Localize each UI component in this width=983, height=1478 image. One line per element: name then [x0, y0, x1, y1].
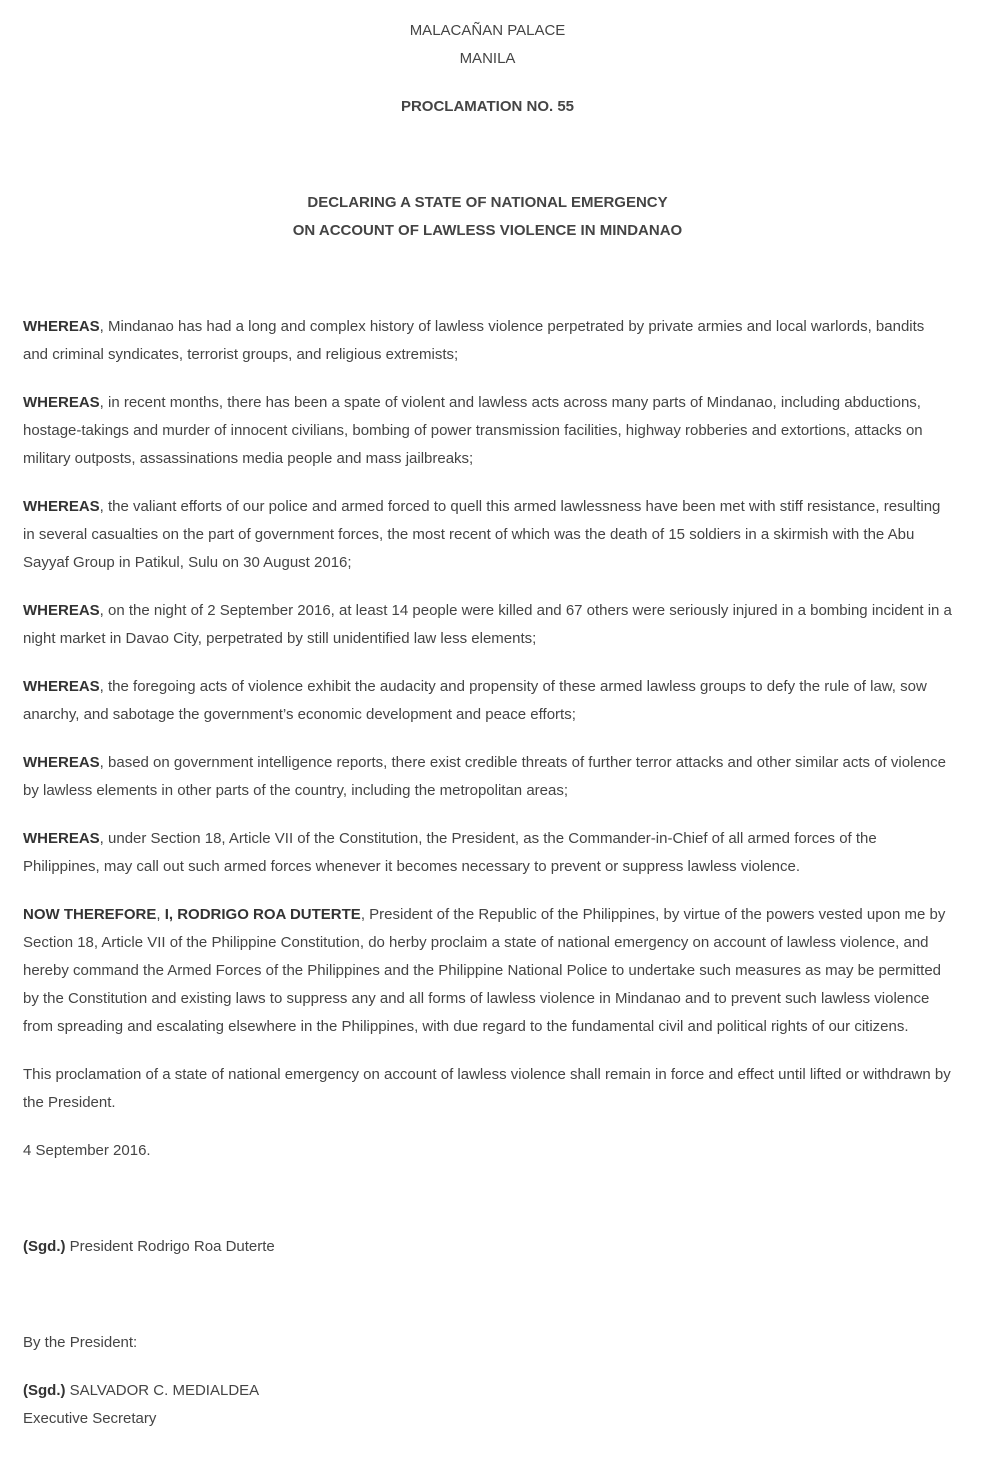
secretary-signature-block — [23, 1329, 952, 1433]
now-therefore-clause — [23, 901, 952, 1041]
signed-marker: (Sgd.) — [23, 1238, 66, 1255]
signed-marker: (Sgd.) — [23, 1382, 66, 1399]
document-title — [23, 189, 952, 245]
document-header — [23, 0, 952, 121]
now-therefore-text: , President of the Republic of the Philippines, by virtue of the powers vested upon me by Section 18, Article VII of the Philippine Constitution, do herby proclaim a state of national emergency on account of lawless violence, and hereby command the Armed Forces of the Philippines and the Philippine National Police to undertake such measures as may be permitted by the Constitution and existing laws to suppress any and all forms of lawless violence in Mindanao and to prevent such lawless violence from spreading and escalating elsewhere in the Philippines, with due regard to the fundamental civil and political rights of our citizens. — [23, 906, 946, 1035]
title-line-2: ON ACCOUNT OF LAWLESS VIOLENCE IN MINDANAO — [292, 222, 683, 239]
secretary-title: Executive Secretary — [23, 1410, 157, 1427]
president-name: President Rodrigo Roa Duterte — [65, 1238, 275, 1255]
whereas-clause-3 — [23, 493, 952, 577]
whereas-text: , the foregoing acts of violence exhibit the audacity and propensity of these armed lawless groups to defy the rule of law, sow anarchy, and sabotage the government’s economic development and peace efforts; — [23, 678, 927, 723]
whereas-text: , in recent months, there has been a spate of violent and lawless acts across many parts of Mindanao, including abductions, hostage-takings and murder of innocent civilians, bombing of power transmission facilities, highway robberies and extortions, attacks on military outposts, assassinations media people and mass jailbreaks; — [23, 394, 923, 467]
whereas-text: , the valiant efforts of our police and armed forced to quell this armed lawlessness have been met with stiff resistance, resulting in several casualties on the part of government forces, the most recent of which was the death of 15 soldiers in a skirmish with the Abu Sayyaf Group in Patikul, Sulu on 30 August 2016; — [23, 498, 941, 571]
now-therefore-separator: , — [156, 906, 165, 923]
whereas-lead: WHEREAS — [23, 830, 100, 847]
whereas-clause-1 — [23, 313, 952, 369]
whereas-lead: WHEREAS — [23, 754, 100, 771]
whereas-text: , on the night of 2 September 2016, at least 14 people were killed and 67 others were seriously injured in a bombing incident in a night market in Davao City, perpetrated by still unidentified law less elements; — [23, 602, 952, 647]
whereas-text: , Mindanao has had a long and complex history of lawless violence perpetrated by private armies and local warlords, bandits and criminal syndicates, terrorist groups, and religious extremists; — [23, 318, 925, 363]
whereas-text: , under Section 18, Article VII of the Constitution, the President, as the Commander-in-Chief of all armed forces of the Philippines, may call out such armed forces whenever it becomes necessary to prevent or suppress lawless violence. — [23, 830, 877, 875]
whereas-clause-5 — [23, 673, 952, 729]
title-line-1: DECLARING A STATE OF NATIONAL EMERGENCY — [307, 194, 668, 211]
whereas-clause-2 — [23, 389, 952, 473]
secretary-name: SALVADOR C. MEDIALDEA — [65, 1382, 260, 1399]
president-signature — [23, 1233, 952, 1261]
whereas-clause-7 — [23, 825, 952, 881]
declarant-name: I, RODRIGO ROA DUTERTE — [164, 906, 361, 923]
effectivity-clause: This proclamation of a state of national emergency on account of lawless violence shall remain in force and effect until lifted or withdrawn by the President. — [23, 1066, 951, 1111]
whereas-lead: WHEREAS — [23, 394, 100, 411]
issuer-office: MALACAÑAN PALACE — [409, 22, 566, 39]
whereas-clause-4 — [23, 597, 952, 653]
whereas-lead: WHEREAS — [23, 498, 100, 515]
secretary-signature — [23, 1377, 952, 1405]
signing-date: 4 September 2016. — [23, 1142, 151, 1159]
whereas-lead: WHEREAS — [23, 678, 100, 695]
whereas-lead: WHEREAS — [23, 602, 100, 619]
whereas-text: , based on government intelligence reports, there exist credible threats of further terror attacks and other similar acts of violence by lawless elements in other parts of the country, including the metropolitan areas; — [23, 754, 946, 799]
whereas-clause-6 — [23, 749, 952, 805]
proclamation-number: PROCLAMATION NO. 55 — [400, 98, 575, 115]
issuer-city: MANILA — [459, 50, 516, 67]
now-therefore-lead: NOW THEREFORE — [23, 906, 157, 923]
document-body — [23, 313, 952, 1433]
whereas-lead: WHEREAS — [23, 318, 100, 335]
by-the-president-label: By the President: — [23, 1334, 138, 1351]
